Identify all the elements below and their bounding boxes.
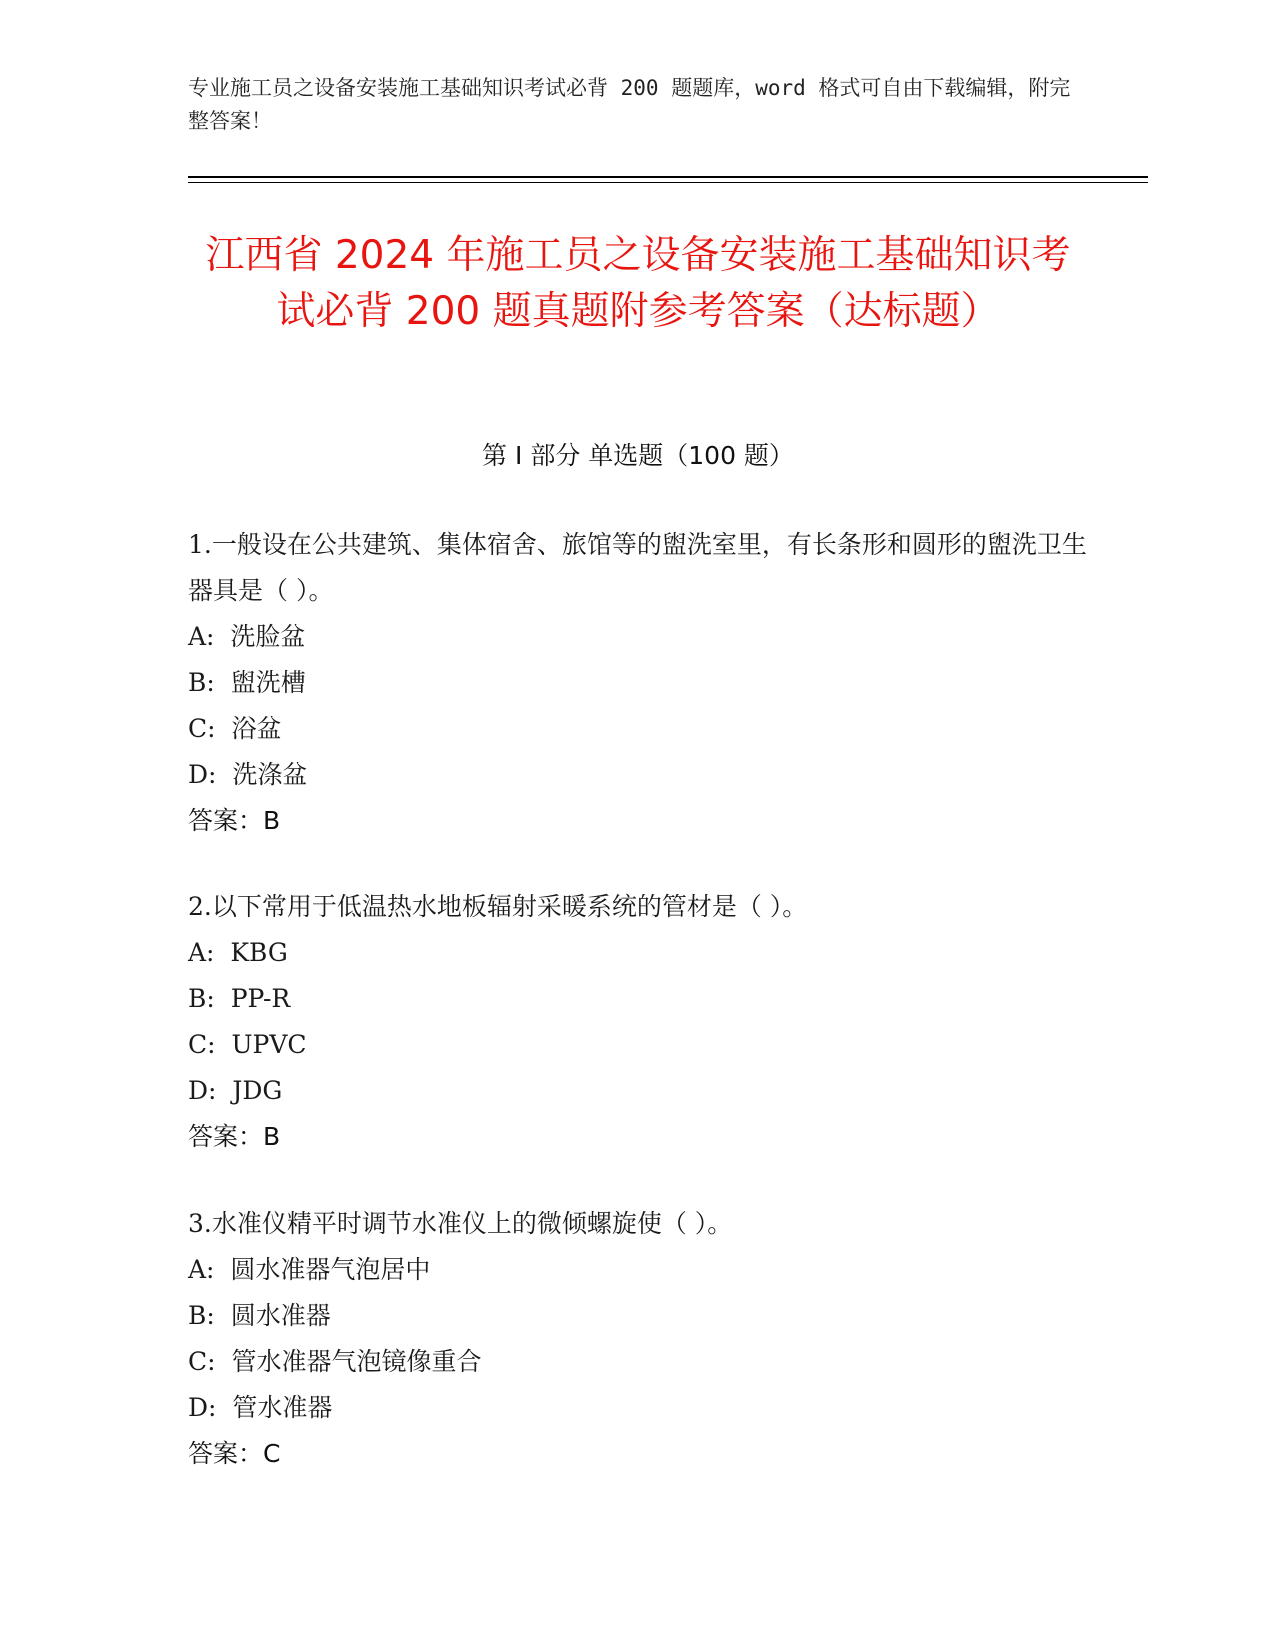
option-a: A: 圆水准器气泡居中 bbox=[188, 1255, 431, 1284]
question-2 bbox=[188, 884, 1088, 1160]
option-c: C: UPVC bbox=[188, 1030, 307, 1059]
question-stem: 3.水准仪精平时调节水准仪上的微倾螺旋使（ ）。 bbox=[188, 1209, 733, 1238]
question-3 bbox=[188, 1201, 1088, 1477]
answer: 答案：B bbox=[188, 806, 281, 835]
document-title: 江西省 2024 年施工员之设备安装施工基础知识考试必背 200 题真题附参考答案（达标题） bbox=[205, 233, 1071, 334]
option-b: B: 圆水准器 bbox=[188, 1301, 331, 1330]
answer: 答案：B bbox=[188, 1122, 281, 1151]
option-b: B: 盥洗槽 bbox=[188, 668, 306, 697]
option-c: C: 管水准器气泡镜像重合 bbox=[188, 1347, 482, 1376]
question-stem: 2.以下常用于低温热水地板辐射采暖系统的管材是（ ）。 bbox=[188, 892, 808, 921]
option-a: A: 洗脸盆 bbox=[188, 622, 306, 651]
question-stem: 1.一般设在公共建筑、集体宿舍、旅馆等的盥洗室里，有长条形和圆形的盥洗卫生器具是（ ）。 bbox=[188, 530, 1087, 605]
header-divider-thin bbox=[188, 182, 1148, 183]
question-1 bbox=[188, 522, 1088, 844]
option-d: D: 管水准器 bbox=[188, 1393, 333, 1422]
option-b: B: PP-R bbox=[188, 984, 291, 1013]
option-a: A: KBG bbox=[188, 938, 288, 967]
option-d: D: 洗涤盆 bbox=[188, 760, 308, 789]
section-title: 第 I 部分 单选题（100 题） bbox=[482, 441, 794, 470]
answer: 答案：C bbox=[188, 1439, 281, 1468]
header-divider-thick bbox=[188, 176, 1148, 178]
option-c: C: 浴盆 bbox=[188, 714, 282, 743]
option-d: D: JDG bbox=[188, 1076, 283, 1105]
header-note: 专业施工员之设备安装施工基础知识考试必背 200 题题库，word 格式可自由下载编辑，附完整答案！ bbox=[188, 76, 1071, 133]
